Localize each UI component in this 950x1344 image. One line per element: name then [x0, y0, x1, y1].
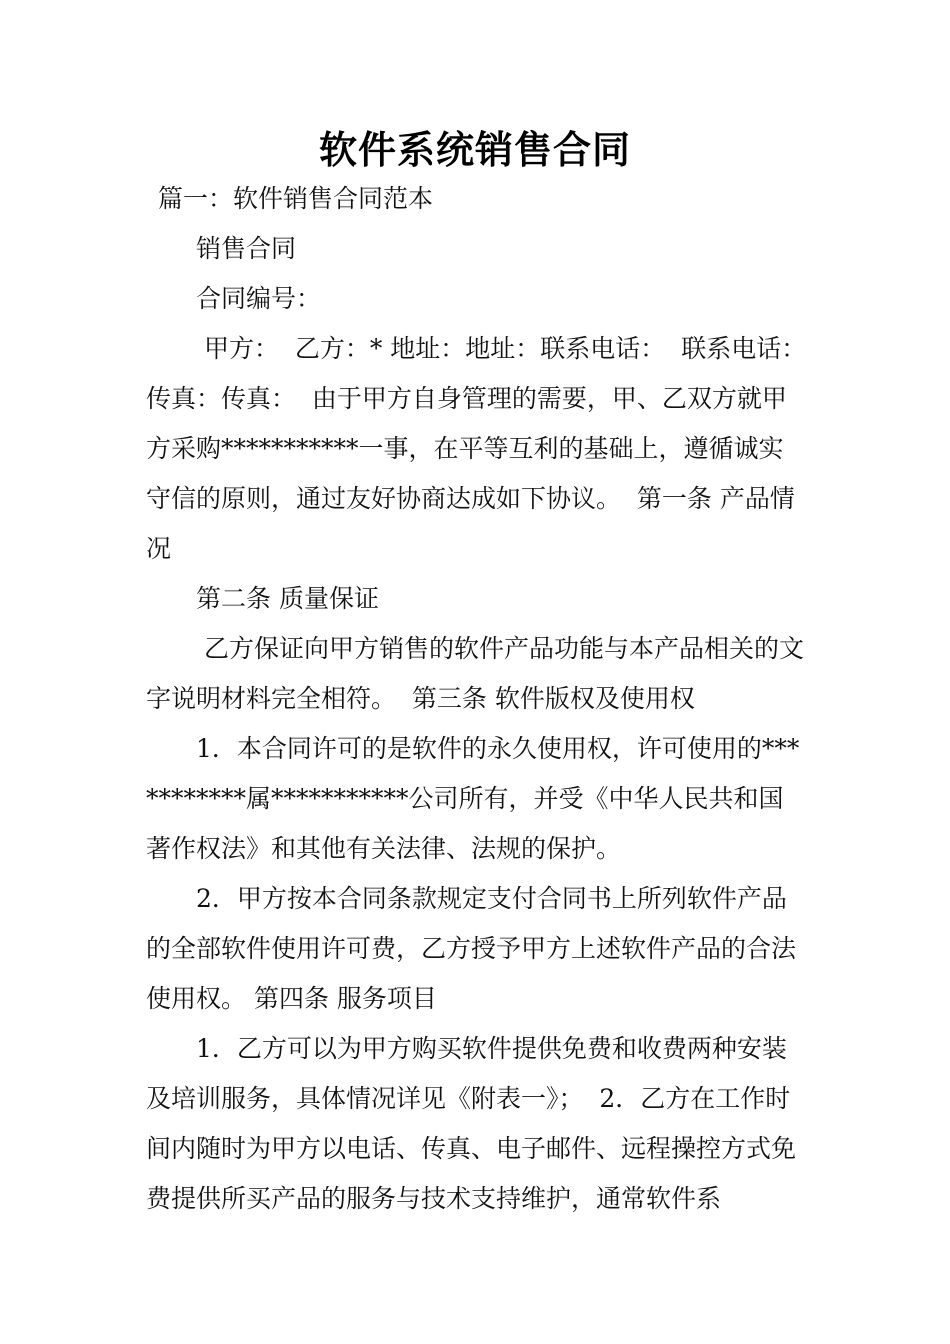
parties-paragraph: 甲方： 乙方：* 地址：地址：联系电话： 联系电话： 传真：传真： 由于甲方自身管理的需要，甲、乙双方就甲方采购***********一事，在平等互利的基础上，遵循诚实守信的原则，通过友好协商达成如下协议。 第一条 产品情况	[146, 334, 815, 563]
service-paragraph: 1．乙方可以为甲方购买软件提供免费和收费两种安装及培训服务，具体情况详见《附表一》； 2．乙方在工作时间内随时为甲方以电话、传真、电子邮件、远程操控方式免费提供所买产品的服务与技术支持维护，通常软件系	[146, 1034, 797, 1213]
contract-name: 销售合同	[196, 234, 297, 263]
section-heading: 篇一：软件销售合同范本	[158, 184, 434, 213]
article-two-heading: 第二条 质量保证	[196, 584, 379, 613]
document-body	[146, 174, 815, 1224]
copyright-paragraph-2: 2．甲方按本合同条款规定支付合同书上所列软件产品的全部软件使用许可费，乙方授予甲方上述软件产品的合法使用权。 第四条 服务项目	[146, 884, 797, 1013]
contract-number: 合同编号：	[196, 284, 322, 313]
document-title: 软件系统销售合同	[318, 127, 631, 172]
quality-paragraph: 乙方保证向甲方销售的软件产品功能与本产品相关的文字说明材料完全相符。 第三条 软件版权及使用权	[146, 634, 804, 713]
copyright-paragraph-1: 1．本合同许可的是软件的永久使用权，许可使用的***********属***********公司所有，并受《中华人民共和国著作权法》和其他有关法律、法规的保护。	[146, 734, 800, 863]
